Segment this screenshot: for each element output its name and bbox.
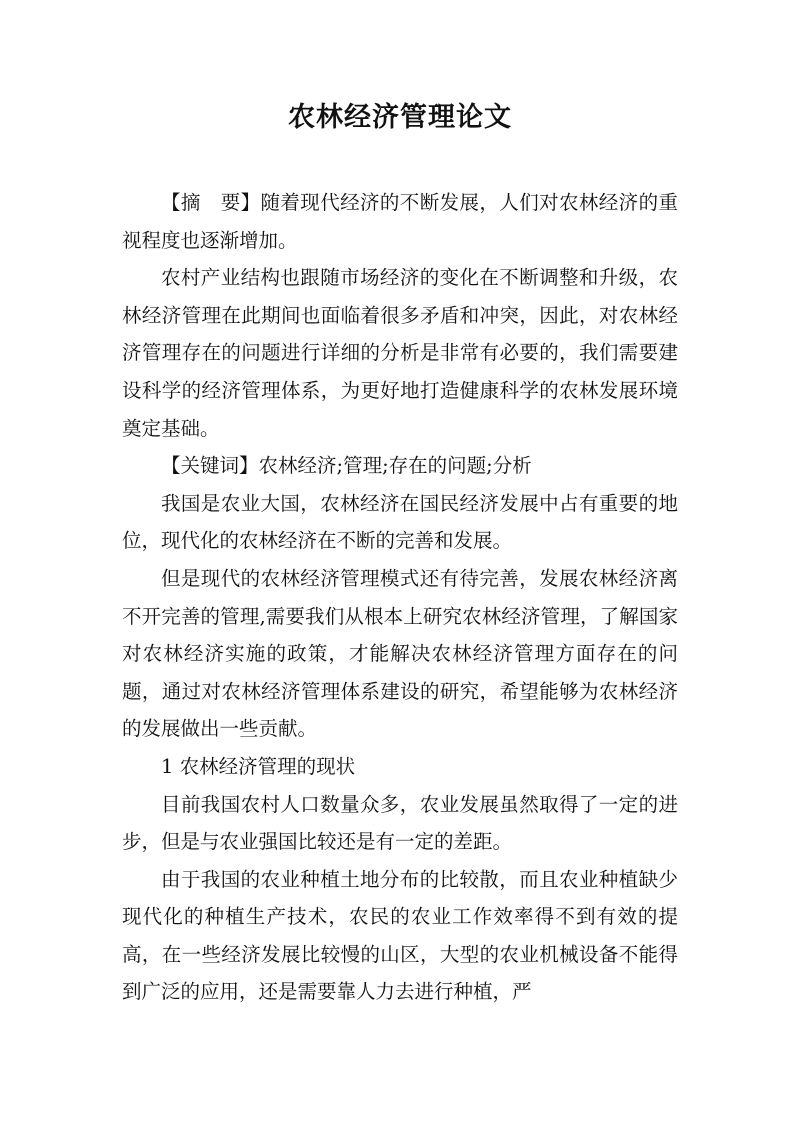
body-paragraph: 由于我国的农业种植土地分布的比较散，而且农业种植缺少现代化的种植生产技术，农民的农业工作效率得不到有效的提高，在一些经济发展比较慢的山区，大型的农业机械设备不能得到广泛的应用，还是需要靠人力去进行种植，严	[122, 867, 678, 1004]
body-paragraph: 但是现代的农林经济管理模式还有待完善，发展农林经济离不开完善的管理,需要我们从根本上研究农林经济管理，了解国家对农林经济实施的政策，才能解决农林经济管理方面存在的问题，通过对农林经济管理体系建设的研究，希望能够为农林经济的发展做出一些贡献。	[122, 566, 678, 741]
section-heading: 1 农林经济管理的现状	[161, 754, 356, 778]
body-paragraph: 农村产业结构也跟随市场经济的变化在不断调整和升级，农林经济管理在此期间也面临着很多矛盾和冲突，因此，对农林经济管理存在的问题进行详细的分析是非常有必要的，我们需要建设科学的经济管理体系，为更好地打造健康科学的农林发展环境奠定基础。	[122, 266, 678, 440]
document-title: 农林经济管理论文	[288, 102, 512, 133]
document-body	[122, 184, 678, 1011]
body-paragraph: 我国是农业大国，农林经济在国民经济发展中占有重要的地位，现代化的农林经济在不断的完善和发展。	[122, 491, 678, 553]
keywords-paragraph: 【关键词】农林经济;管理;存在的问题;分析	[161, 454, 532, 478]
abstract-paragraph: 【摘 要】随着现代经济的不断发展，人们对农林经济的重视程度也逐渐增加。	[122, 191, 678, 252]
body-paragraph: 目前我国农村人口数量众多，农业发展虽然取得了一定的进步，但是与农业强国比较还是有一定的差距。	[122, 792, 678, 854]
